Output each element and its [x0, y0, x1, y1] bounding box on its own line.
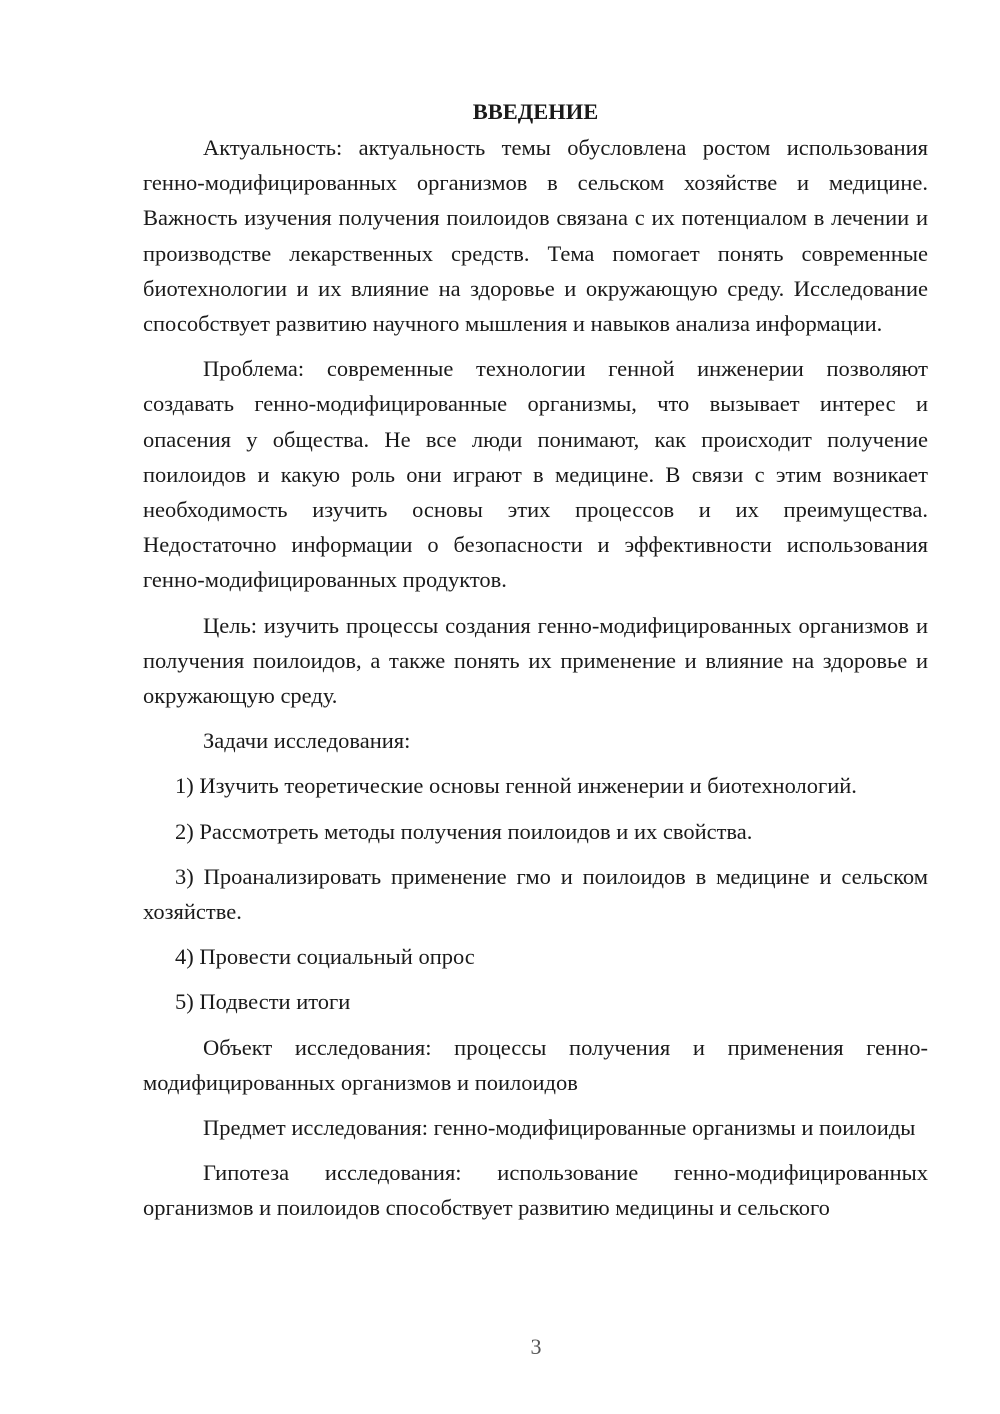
paragraph-subject: Предмет исследования: генно-модифицированные организмы и поилоиды [203, 1115, 916, 1141]
paragraph-hypothesis: Гипотеза исследования: использование генно-модифицированных организмов и поилоидов способствует развитию медицины и сельского [143, 1160, 928, 1221]
task-item-5: 5) Подвести итоги [175, 989, 351, 1015]
paragraph-problem: Проблема: современные технологии генной инженерии позволяют создавать генно-модифицированные организмы, что вызывает интерес и опасения у общества. Не все люди понимают, как происходит получение поилоидов и какую роль они играют в медицине. В связи с этим возникает необходимость изучить основы этих процессов и их преимущества. Недостаточно информации о безопасности и эффективности использования генно-модифицированных продуктов. [143, 356, 928, 593]
task-item-1: 1) Изучить теоретические основы генной инженерии и биотехнологий. [175, 773, 857, 799]
task-item-3: 3) Проанализировать применение гмо и поилоидов в медицине и сельском хозяйстве. [143, 863, 928, 925]
paragraph-relevance: Актуальность: актуальность темы обусловлена ростом использования генно-модифицированных организмов в сельском хозяйстве и медицине. Важность изучения получения поилоидов связана с их потенциалом в лечении и производстве лекарственных средств. Тема помогает понять современные биотехнологии и их влияние на здоровье и окружающую среду. Исследование способствует развитию научного мышления и навыков анализа информации. [143, 135, 928, 337]
section-title: ВВЕДЕНИЕ [472, 99, 599, 124]
paragraph-object: Объект исследования: процессы получения и применения генно-модифицированных организмов и поилоидов [143, 1034, 928, 1095]
task-item-2: 2) Рассмотреть методы получения поилоидов и их свойства. [175, 818, 753, 844]
paragraph-goal: Цель: изучить процессы создания генно-модифицированных организмов и получения поилоидов, а также понять их применение и влияние на здоровье и окружающую среду. [143, 612, 928, 709]
page-content [143, 94, 928, 1226]
task-item-4: 4) Провести социальный опрос [175, 944, 475, 970]
page-number: 3 [530, 1334, 542, 1359]
paragraph-tasks-heading: Задачи исследования: [203, 728, 411, 754]
